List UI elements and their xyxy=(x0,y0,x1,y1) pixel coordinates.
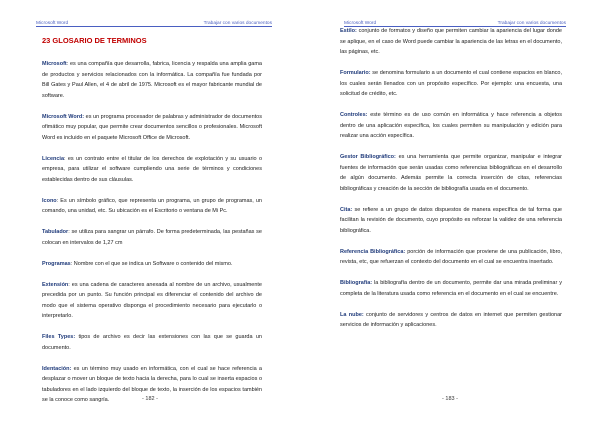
glossary-term: Icono xyxy=(42,197,57,204)
glossary-entry xyxy=(42,112,262,144)
header-left-text: Microsoft Word xyxy=(36,21,69,26)
glossary-definition: : se utiliza para sangrar un párrafo. De forma predeterminada, las pestañas se colocan en intervalos de 1,27 cm xyxy=(42,229,262,246)
glossary-definition: : es una compañía que desarrolla, fabrica, licencia y respalda una amplia gama de productos y servicios relacionados con la informática. La compañía fue fundada por Bill Gates y Paul Allen, el 4 de abril de 1975. Microsoft es el mayor fabricante mundial de software. xyxy=(42,61,262,99)
glossary-term: Programas xyxy=(42,260,71,267)
glossary-entry xyxy=(42,227,262,248)
page-body xyxy=(340,26,562,341)
page-header xyxy=(344,16,566,26)
page-number: - 182 - xyxy=(142,396,158,402)
header-left-text: Microsoft Word xyxy=(344,21,377,26)
glossary-entry xyxy=(42,196,262,217)
glossary-definition: es una herramienta que permite organizar, manipular e integrar fuentes de información que serán usadas como referencias bibliográficas en el desarrollo de algún documento. Además permite la correcta inserción de citas, referencias bibliográficas y creación de la sección de bibliografía usada en el documento. xyxy=(340,154,562,192)
glossary-term: Microsoft xyxy=(42,61,67,67)
page-number: - 183 - xyxy=(442,396,458,402)
glossary-term: Estilo: xyxy=(340,28,357,34)
header-rule xyxy=(36,26,272,27)
glossary-definition: : es un contrato entre el titular de los derechos de explotación y su usuario o empresa, para utilizar el software cumpliendo una serie de términos y condiciones establecidas dentro de sus cláusulas. xyxy=(42,155,262,183)
glossary-definition: la bibliografía dentro de un documento, permite dar una mirada preliminar y completa de la literatura usada como referencia en el documento en el cual se encuentre. xyxy=(340,280,562,297)
glossary-term: La nube: xyxy=(340,311,364,318)
header-right-text: Trabajar con varios documentos xyxy=(497,21,566,26)
glossary-list xyxy=(340,26,562,331)
glossary-entry xyxy=(42,280,262,322)
glossary-term: Identación: xyxy=(42,365,72,372)
glossary-entry xyxy=(340,310,562,331)
glossary-entry xyxy=(42,332,262,353)
glossary-term: Extensión xyxy=(42,281,69,288)
glossary-entry xyxy=(340,110,562,142)
glossary-entry xyxy=(340,278,562,299)
glossary-term: Formulario: xyxy=(340,70,371,76)
glossary-term: Controles: xyxy=(340,112,368,118)
glossary-entry xyxy=(340,152,562,194)
glossary-definition: se denomina formulario a un documento el cual contiene espacios en blanco, los cuales serán llenados con un propósito específico. Por ejemplo: una encuesta, una solicitud de crédito, etc. xyxy=(340,70,562,97)
right-page xyxy=(300,0,600,424)
glossary-entry xyxy=(340,205,562,237)
glossary-term: Bibliografía: xyxy=(340,280,373,286)
glossary-term: Files Types: xyxy=(42,334,76,340)
glossary-term: Microsoft Word: xyxy=(42,113,85,120)
glossary-term: Referencia Bibliográfica: xyxy=(340,248,406,255)
glossary-list xyxy=(42,59,262,406)
page-header xyxy=(36,16,272,26)
glossary-term: Tabulador xyxy=(42,229,69,235)
glossary-term: Licencia xyxy=(42,155,65,162)
glossary-definition: porción de información que proviene de una publicación, libro, revista, etc, que refuerzan el contexto del documento en el cual se encuentra insertado. xyxy=(340,248,563,265)
glossary-entry xyxy=(340,247,562,268)
glossary-definition: se refiere a un grupo de datos dispuestos de manera específica de tal forma que facilitan la revisión de documento, cuyo propósito es reforzar la validez de una referencia bibliográfica. xyxy=(340,206,562,234)
glossary-definition: tipos de archivo es decir las extensiones con las que se guarda un documento. xyxy=(42,334,262,351)
glossary-definition: este término es de uso común en informática y hace referencia a objetos dentro de una aplicación específica, los cuales permiten su manipulación y edición para realizar una acción específica. xyxy=(340,112,562,139)
glossary-entry xyxy=(340,26,562,58)
glossary-entry xyxy=(340,68,562,100)
chapter-title: 23 GLOSARIO DE TERMINOS xyxy=(42,36,147,45)
page-body xyxy=(42,36,262,416)
glossary-entry xyxy=(42,259,262,270)
glossary-term: Gestor Bibliográfico: xyxy=(340,154,396,160)
glossary-definition: conjunto de formatos y diseño que permiten cambiar la apariencia del lugar donde se aplique, en el caso de Word puede cambiar la apariencia de las letras en el documento, las páginas, etc. xyxy=(340,28,562,55)
glossary-definition: : Nombre con el que se indica un Software o contenido del mismo. xyxy=(70,260,233,267)
glossary-definition: es un término muy usado en informática, con el cual se hace referencia a desplazar o mover un bloque de texto hacia la derecha, para lo cual se inserta espacios o tabuladores en el lado izquierdo del bloque de texto, la inserción de los espacios también se la conoce como sangría. xyxy=(42,365,262,403)
glossary-entry xyxy=(42,154,262,186)
glossary-definition: es un programa procesador de palabras y administrador de documentos ofimático muy popular, que permite crear documentos sencillos o profesionales. Microsoft Word es incluido en el paquete Microsoft Office de Microsoft. xyxy=(42,113,262,141)
header-right-text: Trabajar con varios documentos xyxy=(203,21,272,26)
glossary-definition: : Es un símbolo gráfico, que representa un programa, un grupo de programas, un comando, una unidad, etc. Su ubicación es el Escritorio o ventana de Mi Pc. xyxy=(42,197,262,214)
glossary-entry xyxy=(42,59,262,101)
glossary-definition: : es una cadena de caracteres anexada al nombre de un archivo, usualmente precedida por un punto. Su función principal es diferenciar el contenido del archivo de modo que el sistema operativo disponga el procedimiento necesario para ejecutarlo o interpretarlo. xyxy=(42,281,262,319)
glossary-term: Cita: xyxy=(340,206,353,213)
glossary-definition: conjunto de servidores y centros de datos en internet que permiten gestionar servicios de información y aplicaciones. xyxy=(340,311,562,328)
